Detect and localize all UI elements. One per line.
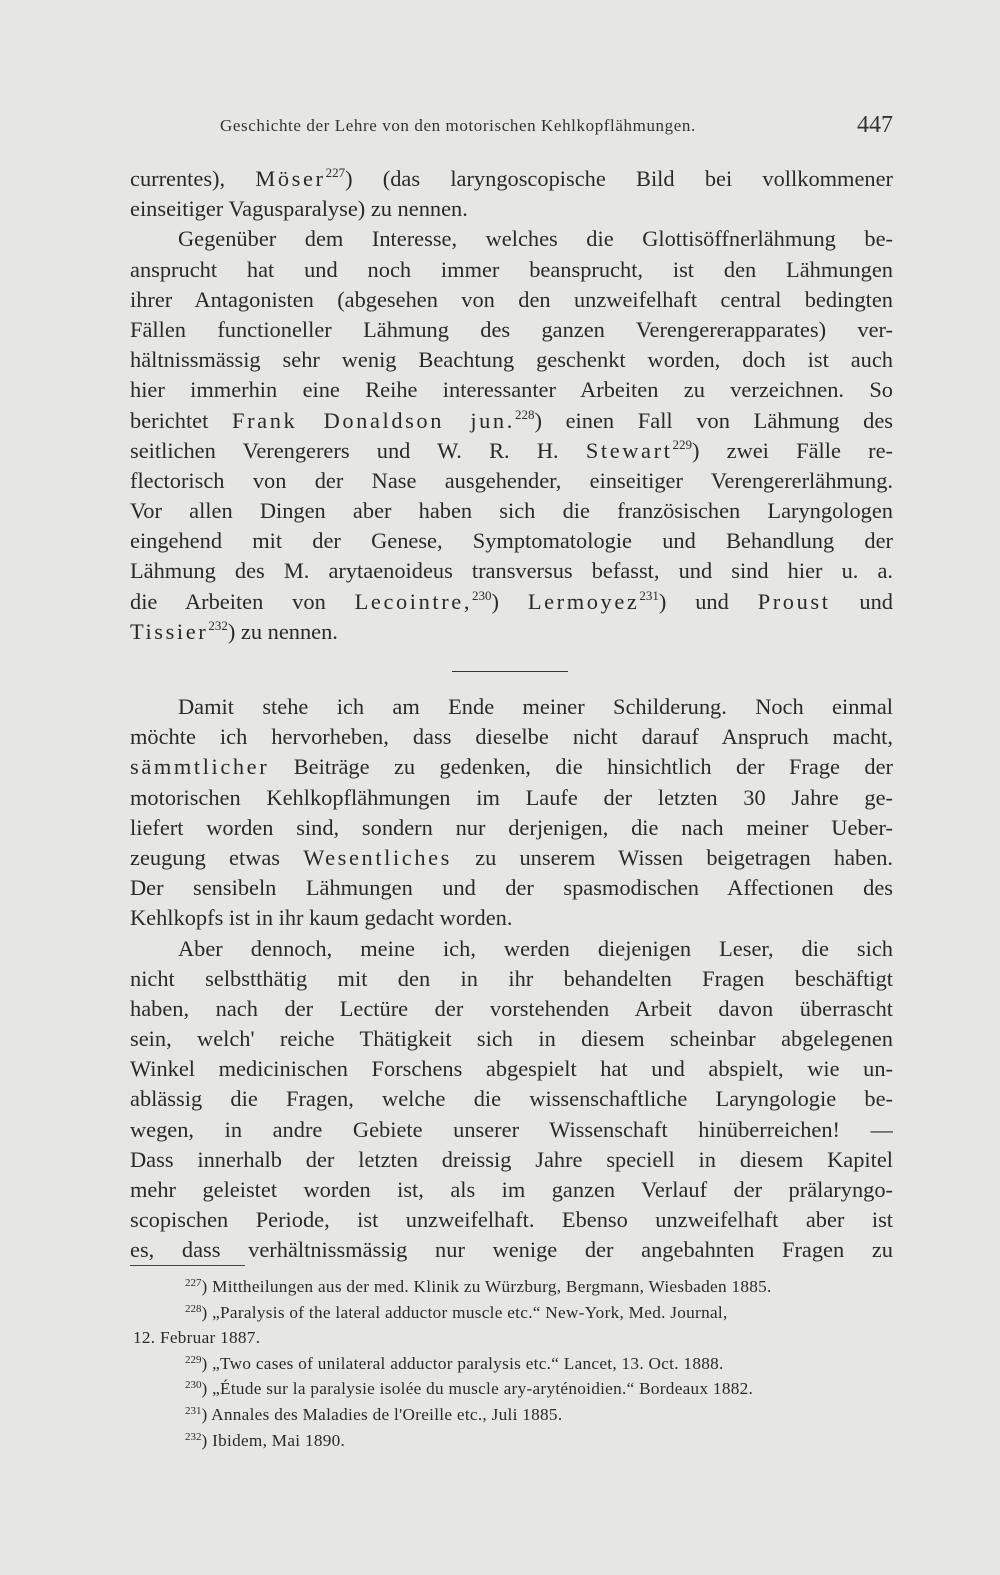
text-line: Lähmung des M. arytaenoideus transversus befasst, und sind hier u. a. [130,558,893,584]
text-line: zeugung etwas Wesentliches zu unserem Wissen beigetragen haben. [130,844,893,870]
text-line: mehr geleistet worden ist, als im ganzen Verlauf der prälaryngo- [130,1177,893,1202]
emphasized-word: sämmtlicher [130,754,270,780]
text-line: ansprucht hat und noch immer beansprucht, ist den Lähmungen [130,256,893,282]
text-line: Winkel medicinischen Forschens abgespielt hat und abspielt, wie un- [130,1056,893,1082]
text-line: ablässig die Fragen, welche die wissenschaftliche Laryngologie be- [130,1086,893,1112]
text-line: Damit stehe ich am Ende meiner Schilderung. Noch einmal [178,694,893,719]
footnote-ref: 230 [472,587,492,603]
footnote-divider [130,1265,245,1266]
text-line: ihrer Antagonisten (abgesehen von den unzweifelhaft central bedingten [130,286,893,312]
footnote-ref: 232 [208,617,228,633]
text-line: sein, welch' reiche Thätigkeit sich in diesem scheinbar abgelegenen [130,1026,893,1052]
text-line: wegen, in andre Gebiete unserer Wissenschaft hinüberreichen! — [130,1116,893,1142]
text-line: hältnissmässig sehr wenig Beachtung geschenkt worden, doch ist auch [130,347,893,373]
footnote-ref: 227 [325,165,346,180]
page-number: 447 [857,112,893,138]
footnote-ref: 229 [672,436,692,452]
text-line: currentes), Möser$^{227}$) (das laryngoscopische Bild bei vollkommener [130,165,893,191]
footnote-227: $^{227}$) Mittheilungen aus der med. Klinik zu Würzburg, Bergmann, Wiesbaden 1885. [185,1277,772,1296]
text-line: flectorisch von der Nase ausgehender, einseitiger Verengererlähmung. [130,467,893,493]
author-name: Lecointre, [354,588,473,614]
footnote-231: $^{231}$) Annales des Maladies de l'Oreille etc., Juli 1885. [185,1404,563,1424]
text-line: nicht selbstthätig mit den in ihr behandelten Fragen beschäftigt [130,965,893,991]
text-line: motorischen Kehlkopflähmungen im Laufe der letzten 30 Jahre ge- [130,784,893,810]
text-line: Dass innerhalb der letzten dreissig Jahre speciell in diesem Kapitel [130,1146,893,1172]
footnote-229: $^{229}$) „Two cases of unilateral adductor paralysis etc.“ Lancet, 13. Oct. 1888. [185,1353,724,1373]
page-header [130,112,895,146]
author-name: Lermoyez [527,588,640,614]
author-name: Stewart [585,437,673,463]
text-line: möchte ich hervorheben, dass dieselbe nicht darauf Anspruch macht, [130,724,893,750]
author-name: Frank Donaldson jun. [232,407,515,433]
text-line: einseitiger Vagusparalyse) zu nennen. [130,196,468,222]
text-line: haben, nach der Lectüre der vorstehenden Arbeit davon überrascht [130,995,893,1021]
text-line: Der sensibeln Lähmungen und der spasmodischen Affectionen des [130,875,893,901]
text-line: liefert worden sind, sondern nur derjenigen, die nach meiner Ueber- [130,814,893,840]
text-line: sämmtlicher Beiträge zu gedenken, die hinsichtlich der Frage der [130,754,893,780]
text-line: seitlichen Verengerers und W. R. H. Stewart$^{229}$) zwei Fälle re- [130,436,893,463]
text-line: scopischen Periode, ist unzweifelhaft. Ebenso unzweifelhaft aber ist [130,1207,893,1233]
author-name: Proust [757,588,831,614]
footnote-230: $^{230}$) „Étude sur la paralysie isolée du muscle ary-aryténoidien.“ Bordeaux 1882. [185,1379,754,1399]
text-line: es, dass verhältnissmässig nur wenige der angebahnten Fragen zu [130,1237,893,1263]
main-text [130,164,893,1266]
footnote-232: $^{232}$) Ibidem, Mai 1890. [185,1430,346,1450]
author-name: Tissier [130,618,209,644]
text-line: Vor allen Dingen aber haben sich die französischen Laryngologen [130,498,893,524]
footnote-228: $^{228}$) „Paralysis of the lateral adductor muscle etc.“ New-York, Med. Journal, [185,1302,728,1322]
footnote-ref: 231 [639,587,659,603]
text-line: Gegenüber dem Interesse, welches die Glottisöffnerlähmung be- [178,226,893,252]
text-line: eingehend mit der Genese, Symptomatologie und Behandlung der [130,528,893,554]
text-line: die Arbeiten von Lecointre,$^{230}$) Lermoyez$^{231}$) und Proust und [130,587,893,614]
text-line: Tissier$^{232}$) zu nennen. [130,617,338,644]
footnote-228-continuation: 12. Februar 1887. [133,1328,261,1348]
emphasized-word: Wesentliches [303,844,452,870]
text-line: Kehlkopfs ist in ihr kaum gedacht worden. [130,905,513,931]
text-line: hier immerhin eine Reihe interessanter Arbeiten zu verzeichnen. So [130,377,893,403]
footnote-ref: 228 [514,406,535,422]
running-title: Geschichte der Lehre von den motorischen Kehlkopflähmungen. [220,116,696,135]
text-line: Fällen functioneller Lähmung des ganzen Verengererapparates) ver- [130,316,893,342]
author-name: Möser [255,166,326,191]
text-line: berichtet Frank Donaldson jun.$^{228}$) einen Fall von Lähmung des [130,406,893,433]
text-line: Aber dennoch, meine ich, werden diejenigen Leser, die sich [178,935,893,961]
footnotes [133,1274,893,1453]
